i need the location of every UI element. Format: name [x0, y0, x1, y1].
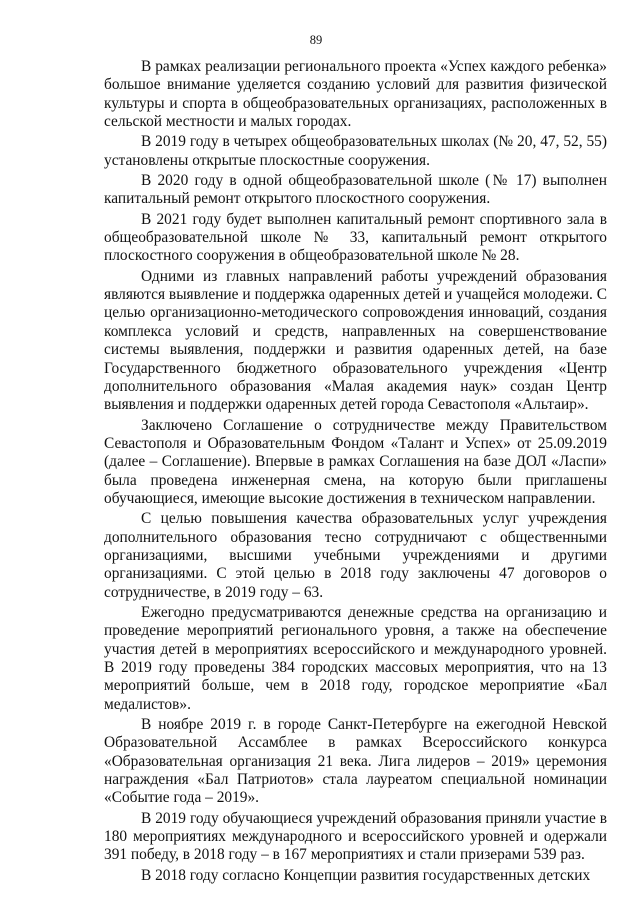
paragraph-cooperation: С целью повышения качества образовательных услуг учреждения дополнительного образования тесно сотрудничают с общественными организациями, высшими учебными учреждениями и другими организациями. С этой целью в 2018 году заключены 47 договоров о сотрудничестве, в 2019 году – 63. [104, 510, 607, 601]
paragraph-sport-project: В рамках реализации регионального проекта «Успех каждого ребенка» большое внимание уделяется созданию условий для развития физической культуры и спорта в общеобразовательных организациях, расположенных в сельской местности и малых городах. [104, 58, 607, 131]
paragraph-concept: В 2018 году согласно Концепции развития государственных детских [141, 866, 591, 884]
paragraph-agreement: Заключено Соглашение о сотрудничестве между Правительством Севастополя и Образовательным Фондом «Талант и Успех» от 25.09.2019 (далее – Соглашение). Впервые в рамках Соглашения на базе ДОЛ «Ласпи» была проведена инженерная смена, на которую были приглашены обучающиеся, имеющие высокие достижения в техническом направлении. [104, 416, 607, 507]
paragraph-competitions: В 2019 году обучающиеся учреждений образования приняли участие в 180 мероприятиях международного и всероссийского уровней и одержали 391 победу, в 2018 году – в 167 мероприятиях и стали призерами 539 раз. [104, 809, 607, 864]
page-number: 89 [309, 33, 323, 47]
paragraph-funding-events: Ежегодно предусматриваются денежные средства на организацию и проведение мероприятий регионального уровня, а также на обеспечение участия детей в мероприятиях всероссийского и международного уровней. В 2019 году проведены 384 городских массовых мероприятия, что на 13 мероприятий больше, чем в 2018 году, городское мероприятие «Бал медалистов». [104, 603, 607, 713]
paragraph-2021-plans: В 2021 году будет выполнен капитальный ремонт спортивного зала в общеобразовательной школе № 33, капитальный ремонт открытого плоскостного сооружения в общеобразовательной школе № 28. [104, 210, 607, 265]
paragraph-gifted-children: Одними из главных направлений работы учреждений образования являются выявление и поддержка одаренных детей и учащейся молодежи. С целью организационно-методического сопровождения инноваций, создания комплекса условий и средств, направленных на совершенствование системы выявления, поддержки и развития одаренных детей, на базе Государственного бюджетного образовательного учреждения «Центр дополнительного образования «Малая академия наук» создан Центр выявления и поддержки одаренных детей города Севастополя «Альтаир». [104, 267, 607, 414]
paragraph-assembly: В ноябре 2019 г. в городе Санкт-Петербурге на ежегодной Невской Образовательной Ассамблее в рамках Всероссийского конкурса «Образовательная организация 21 века. Лига лидеров – 2019» церемония награждения «Бал Патриотов» стала лауреатом специальной номинации «Событие года – 2019». [104, 716, 607, 807]
paragraph-2019-facilities: В 2019 году в четырех общеобразовательных школах (№ 20, 47, 52, 55) установлены открытые плоскостные сооружения. [104, 133, 607, 169]
paragraph-2020-repair: В 2020 году в одной общеобразовательной школе (№ 17) выполнен капитальный ремонт открытого плоскостного сооружения. [104, 172, 607, 208]
document-body [104, 58, 607, 885]
